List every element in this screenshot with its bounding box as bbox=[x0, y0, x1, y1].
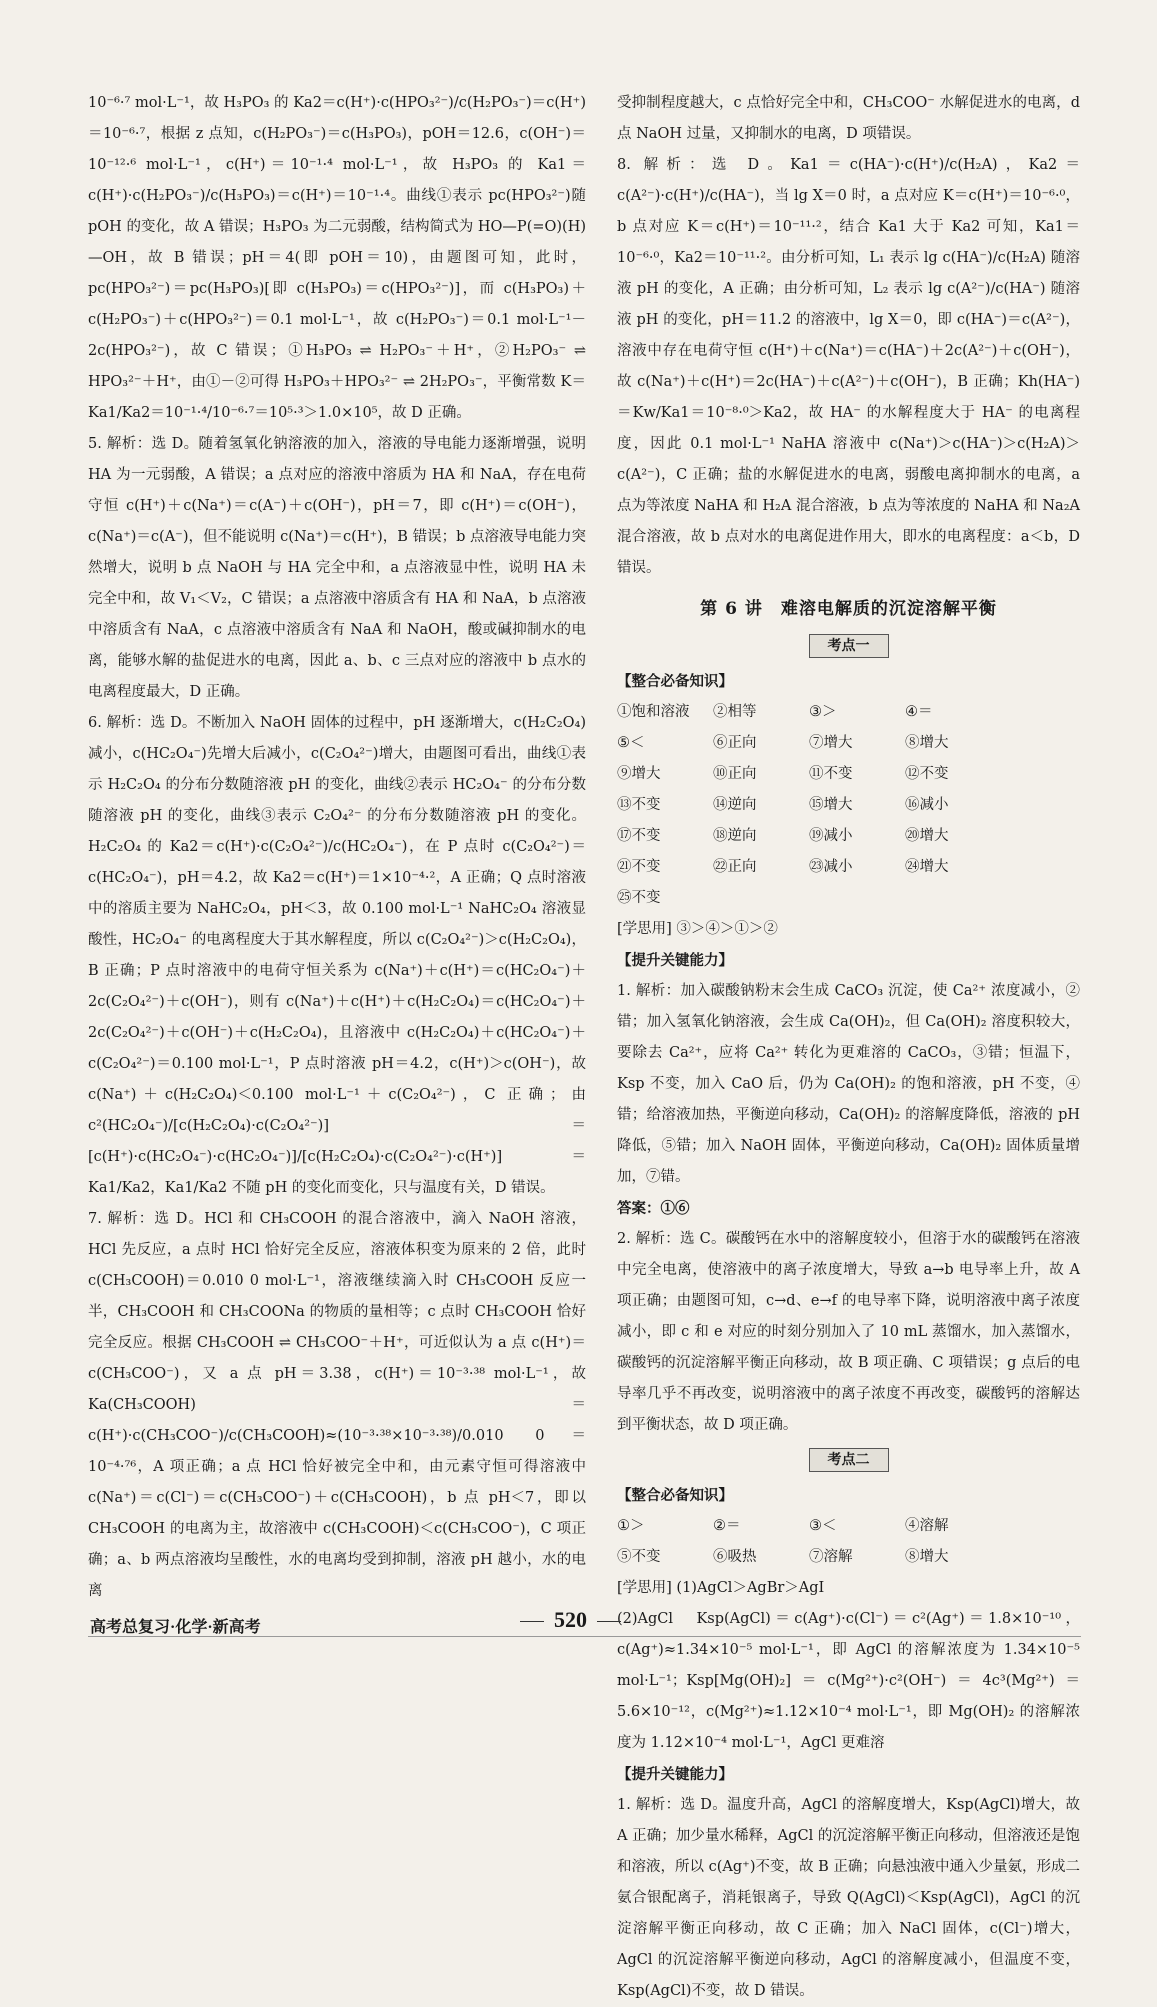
k1-item: ⑪不变 bbox=[809, 766, 853, 782]
right-column bbox=[617, 88, 1080, 2007]
k2-item: ②＝ bbox=[713, 1518, 741, 1534]
k1-item: ③＞ bbox=[809, 704, 837, 720]
k1-question-2: 2. 解析：选 C。碳酸钙在水中的溶解度较小，但溶于水的碳酸钙在溶液中完全电离，使溶液中的离子浓度增大，导致 a→b 电导率上升，故 A 项正确；由题图可知，c→d、e→f 的电导率下降，说明溶液中离子浓度减小，即 c 和 e 对应的时刻分别加入了 10 mL 蒸馏水，加入蒸馏水，碳酸钙的沉淀溶解平衡正向移动，故 B 项正确、C 项错误；g 点后的电导率几乎不再改变，说明溶液中的离子浓度不再改变，碳酸钙的溶解达到平衡状态，故 D 项正确。 bbox=[617, 1231, 1080, 1433]
k1-item: ㉒正向 bbox=[713, 859, 757, 875]
k1-item: ⑭逆向 bbox=[713, 797, 757, 813]
k2-item: ①＞ bbox=[617, 1518, 645, 1534]
page-number: 520 bbox=[510, 1607, 631, 1633]
k1-item: ⑳增大 bbox=[905, 828, 949, 844]
answer-7: 7. 解析：选 D。HCl 和 CH₃COOH 的混合溶液中，滴入 NaOH 溶液，HCl 先反应，a 点时 HCl 恰好完全反应，溶液体积变为原来的 2 倍，此时 c(CH₃COOH)＝0.010 0 mol·L⁻¹，溶液继续滴入时 CH₃COOH 反应一半，CH₃COOH 和 CH₃COONa 的物质的量相等；c 点时 CH₃COOH 恰好完全反应。根据 CH₃COOH ⇌ CH₃COO⁻＋H⁺，可近似认为 a 点 c(H⁺)＝c(CH₃COO⁻)，又 a 点 pH＝3.38，c(H⁺)＝10⁻³·³⁸ mol·L⁻¹，故 Ka(CH₃COOH)＝c(H⁺)·c(CH₃COO⁻)/c(CH₃COOH)≈(10⁻³·³⁸×10⁻³·³⁸)/0.010 0＝10⁻⁴·⁷⁶，A 项正确；a 点 HCl 恰好被完全中和，由元素守恒可得溶液中 c(Na⁺)＝c(Cl⁻)＝c(CH₃COO⁻)＋c(CH₃COOH)，b 点 pH＜7，即以 CH₃COOH 的电离为主，故溶液中 c(CH₃COOH)＜c(CH₃COO⁻)，C 项正确；a、b 两点溶液均呈酸性，水的电离均受到抑制，溶液 pH 越小，水的电离 bbox=[88, 1211, 586, 1599]
k1-item: ⑦增大 bbox=[809, 735, 853, 751]
k1-item: ⑲减小 bbox=[809, 828, 853, 844]
k1-answer-1: 答案：①⑥ bbox=[617, 1200, 690, 1217]
k1-item: ⑫不变 bbox=[905, 766, 949, 782]
answer-8: 8. 解析：选 D。Ka1＝c(HA⁻)·c(H⁺)/c(H₂A)，Ka2＝c(A²⁻)·c(H⁺)/c(HA⁻)，当 lg X＝0 时，a 点对应 K＝c(H⁺)＝10⁻⁶·⁰，b 点对应 K＝c(H⁺)＝10⁻¹¹·²，结合 Ka1 大于 Ka2 可知，Ka1＝10⁻⁶·⁰，Ka2＝10⁻¹¹·²。由分析可知，L₁ 表示 lg c(HA⁻)/c(H₂A) 随溶液 pH 的变化，A 正确；由分析可知，L₂ 表示 lg c(A²⁻)/c(HA⁻) 随溶液 pH 的变化，pH＝11.2 的溶液中，lg X＝0，即 c(HA⁻)＝c(A²⁻)，溶液中存在电荷守恒 c(H⁺)＋c(Na⁺)＝c(HA⁻)＋2c(A²⁻)＋c(OH⁻)，故 c(Na⁺)＋c(H⁺)＝2c(HA⁻)＋c(A²⁻)＋c(OH⁻)，B 正确；Kh(HA⁻)＝Kw/Ka1＝10⁻⁸·⁰＞Ka2，故 HA⁻ 的水解程度大于 HA⁻ 的电离程度，因此 0.1 mol·L⁻¹ NaHA 溶液中 c(Na⁺)＞c(HA⁻)＞c(H₂A)＞c(A²⁻)，C 正确；盐的水解促进水的电离，弱酸电离抑制水的电离，a 点为等浓度 NaHA 和 H₂A 混合溶液，b 点为等浓度的 NaHA 和 Na₂A 混合溶液，故 b 点对水的电离促进作用大，即水的电离程度：a＜b，D 错误。 bbox=[617, 157, 1080, 576]
k1-item: ②相等 bbox=[713, 704, 757, 720]
k1-item: ④＝ bbox=[905, 704, 933, 720]
k2-xuesi-2: (2)AgCl Ksp(AgCl)＝c(Ag⁺)·c(Cl⁻)＝c²(Ag⁺)＝1.8×10⁻¹⁰，c(Ag⁺)≈1.34×10⁻⁵ mol·L⁻¹，即 AgCl 的溶解浓度为 1.34×10⁻⁵ mol·L⁻¹；Ksp[Mg(OH)₂]＝c(Mg²⁺)·c²(OH⁻)＝4c³(Mg²⁺)＝5.6×10⁻¹²，c(Mg²⁺)≈1.12×10⁻⁴ mol·L⁻¹，即 Mg(OH)₂ 的溶解浓度为 1.12×10⁻⁴ mol·L⁻¹，AgCl 更难溶 bbox=[617, 1611, 1080, 1751]
k1-item: ⑨增大 bbox=[617, 766, 661, 782]
heading-tisheng-2: 【提升关键能力】 bbox=[617, 1766, 733, 1783]
left-column bbox=[88, 88, 586, 1607]
k2-item: ⑦溶解 bbox=[809, 1549, 853, 1565]
k1-question-1: 1. 解析：加入碳酸钠粉末会生成 CaCO₃ 沉淀，使 Ca²⁺ 浓度减小，②错；加入氢氧化钠溶液，会生成 Ca(OH)₂，但 Ca(OH)₂ 溶度积较大，要除去 Ca²⁺，应将 Ca²⁺ 转化为更难溶的 CaCO₃，③错；恒温下，Ksp 不变，加入 CaO 后，仍为 Ca(OH)₂ 的饱和溶液，pH 不变，④错；给溶液加热，平衡逆向移动，Ca(OH)₂ 的溶解度降低，溶液的 pH 降低，⑤错；加入 NaOH 固体，平衡逆向移动，Ca(OH)₂ 固体质量增加，⑦错。 bbox=[617, 983, 1080, 1185]
heading-zhenghe-2: 【整合必备知识】 bbox=[617, 1487, 733, 1504]
section-badge-2: 考点二 bbox=[617, 1445, 1080, 1476]
answer-5: 5. 解析：选 D。随着氢氧化钠溶液的加入，溶液的导电能力逐渐增强，说明 HA 为一元弱酸，A 错误；a 点对应的溶液中溶质为 HA 和 NaA，存在电荷守恒 c(H⁺)＋c(Na⁺)＝c(A⁻)＋c(OH⁻)，pH＝7，即 c(H⁺)＝c(OH⁻)，c(Na⁺)＝c(A⁻)，但不能说明 c(Na⁺)＝c(H⁺)，B 错误；b 点溶液导电能力突然增大，说明 b 点 NaOH 与 HA 完全中和，a 点溶液显中性，说明 HA 未完全中和，故 V₁＜V₂，C 错误；a 点溶液中溶质含有 HA 和 NaA，b 点溶液中溶质含有 NaA，c 点溶液中溶质含有 NaA 和 NaOH，酸或碱抑制水的电离，能够水解的盐促进水的电离，因此 a、b、c 三点对应的溶液中 b 点水的电离程度最大，D 正确。 bbox=[88, 436, 586, 700]
heading-zhenghe-1: 【整合必备知识】 bbox=[617, 673, 733, 690]
k1-item: ⑩正向 bbox=[713, 766, 757, 782]
k1-item: ⑥正向 bbox=[713, 735, 757, 751]
k1-item: ⑯减小 bbox=[905, 797, 949, 813]
k2-item: ⑥吸热 bbox=[713, 1549, 757, 1565]
k2-answer-grid bbox=[617, 1511, 1080, 1573]
k1-item: ⑱逆向 bbox=[713, 828, 757, 844]
answer-6: 6. 解析：选 D。不断加入 NaOH 固体的过程中，pH 逐渐增大，c(H₂C₂O₄)减小，c(HC₂O₄⁻)先增大后减小，c(C₂O₄²⁻)增大，由题图可看出，曲线①表示 H₂C₂O₄ 的分布分数随溶液 pH 的变化，曲线②表示 HC₂O₄⁻ 的分布分数随溶液 pH 的变化，曲线③表示 C₂O₄²⁻ 的分布分数随溶液 pH 的变化。H₂C₂O₄ 的 Ka2＝c(H⁺)·c(C₂O₄²⁻)/c(HC₂O₄⁻)，在 P 点时 c(C₂O₄²⁻)＝c(HC₂O₄⁻)，pH＝4.2，故 Ka2＝c(H⁺)＝1×10⁻⁴·²，A 正确；Q 点时溶液中的溶质主要为 NaHC₂O₄，pH＜3，故 0.100 mol·L⁻¹ NaHC₂O₄ 溶液显酸性，HC₂O₄⁻ 的电离程度大于其水解程度，所以 c(C₂O₄²⁻)＞c(H₂C₂O₄)，B 正确；P 点时溶液中的电荷守恒关系为 c(Na⁺)＋c(H⁺)＝c(HC₂O₄⁻)＋2c(C₂O₄²⁻)＋c(OH⁻)，则有 c(Na⁺)＋c(H⁺)＋c(H₂C₂O₄)＝c(HC₂O₄⁻)＋2c(C₂O₄²⁻)＋c(OH⁻)＋c(H₂C₂O₄)，且溶液中 c(H₂C₂O₄)＋c(HC₂O₄⁻)＋c(C₂O₄²⁻)＝0.100 mol·L⁻¹，P 点时溶液 pH＝4.2，c(H⁺)＞c(OH⁻)，故 c(Na⁺)＋c(H₂C₂O₄)＜0.100 mol·L⁻¹＋c(C₂O₄²⁻)，C 正确；由 c²(HC₂O₄⁻)/[c(H₂C₂O₄)·c(C₂O₄²⁻)]＝[c(H⁺)·c(HC₂O₄⁻)·c(HC₂O₄⁻)]/[c(H₂C₂O₄)·c(C₂O₄²⁻)·c(H⁺)]＝Ka1/Ka2，Ka1/Ka2 不随 pH 的变化而变化，只与温度有关，D 错误。 bbox=[88, 715, 586, 1196]
lesson-title: 第 6 讲 难溶电解质的沉淀溶解平衡 bbox=[700, 599, 997, 619]
k2-item: ④溶解 bbox=[905, 1518, 949, 1534]
k2-item: ⑧增大 bbox=[905, 1549, 949, 1565]
heading-tisheng-1: 【提升关键能力】 bbox=[617, 952, 733, 969]
k1-xuesi: [学思用] ③＞④＞①＞② bbox=[617, 921, 778, 937]
k1-item: ㉕不变 bbox=[617, 890, 661, 906]
k1-item: ⑰不变 bbox=[617, 828, 661, 844]
k2-question-1: 1. 解析：选 D。温度升高，AgCl 的溶解度增大，Ksp(AgCl)增大，故 A 正确；加少量水稀释，AgCl 的沉淀溶解平衡正向移动，但溶液还是饱和溶液，所以 c(Ag⁺)不变，故 B 正确；向悬浊液中通入少量氨，形成二氨合银配离子，消耗银离子，导致 Q(AgCl)＜Ksp(AgCl)，AgCl 的沉淀溶解平衡正向移动，故 C 正确；加入 NaCl 固体，c(Cl⁻)增大，AgCl 的沉淀溶解平衡逆向移动，AgCl 的溶解度减小，但温度不变，Ksp(AgCl)不变，故 D 错误。 bbox=[617, 1797, 1080, 1999]
k1-item: ⑬不变 bbox=[617, 797, 661, 813]
k1-item: ㉓减小 bbox=[809, 859, 853, 875]
section-badge-1: 考点一 bbox=[617, 631, 1080, 662]
answer-7-continued: 受抑制程度越大，c 点恰好完全中和，CH₃COO⁻ 水解促进水的电离，d 点 NaOH 过量，又抑制水的电离，D 项错误。 bbox=[617, 95, 1080, 142]
k1-item: ⑧增大 bbox=[905, 735, 949, 751]
k1-item: ⑮增大 bbox=[809, 797, 853, 813]
k1-item: ㉑不变 bbox=[617, 859, 661, 875]
k1-item: ①饱和溶液 bbox=[617, 704, 690, 720]
footer-divider bbox=[88, 1636, 1081, 1637]
k1-item: ⑤＜ bbox=[617, 735, 645, 751]
footer-book-title: 高考总复习·化学·新高考 bbox=[90, 1619, 261, 1636]
k1-item: ㉔增大 bbox=[905, 859, 949, 875]
answer-4-continued: 10⁻⁶·⁷ mol·L⁻¹，故 H₃PO₃ 的 Ka2＝c(H⁺)·c(HPO₃²⁻)/c(H₂PO₃⁻)＝c(H⁺)＝10⁻⁶·⁷，根据 z 点知，c(H₂PO₃⁻)＝c(H₃PO₃)，pOH＝12.6，c(OH⁻)＝10⁻¹²·⁶ mol·L⁻¹，c(H⁺)＝10⁻¹·⁴ mol·L⁻¹，故 H₃PO₃ 的 Ka1＝c(H⁺)·c(H₂PO₃⁻)/c(H₃PO₃)＝c(H⁺)＝10⁻¹·⁴。曲线①表示 pc(HPO₃²⁻)随 pOH 的变化，故 A 错误；H₃PO₃ 为二元弱酸，结构简式为 HO—P(=O)(H)—OH，故 B 错误；pH＝4(即 pOH＝10)，由题图可知，此时，pc(HPO₃²⁻)＝pc(H₃PO₃)[即 c(H₃PO₃)＝c(HPO₃²⁻)]，而 c(H₃PO₃)＋c(H₂PO₃⁻)＋c(HPO₃²⁻)＝0.1 mol·L⁻¹，故 c(H₂PO₃⁻)＝0.1 mol·L⁻¹－2c(HPO₃²⁻)，故 C 错误；①H₃PO₃ ⇌ H₂PO₃⁻＋H⁺，②H₂PO₃⁻ ⇌ HPO₃²⁻＋H⁺，由①－②可得 H₃PO₃＋HPO₃²⁻ ⇌ 2H₂PO₃⁻，平衡常数 K＝Ka1/Ka2＝10⁻¹·⁴/10⁻⁶·⁷＝10⁵·³＞1.0×10⁵，故 D 正确。 bbox=[88, 95, 586, 421]
k2-item: ⑤不变 bbox=[617, 1549, 661, 1565]
k2-item: ③＜ bbox=[809, 1518, 837, 1534]
k2-xuesi: [学思用] (1)AgCl＞AgBr＞AgI bbox=[617, 1580, 825, 1596]
k1-answer-grid bbox=[617, 697, 1080, 914]
